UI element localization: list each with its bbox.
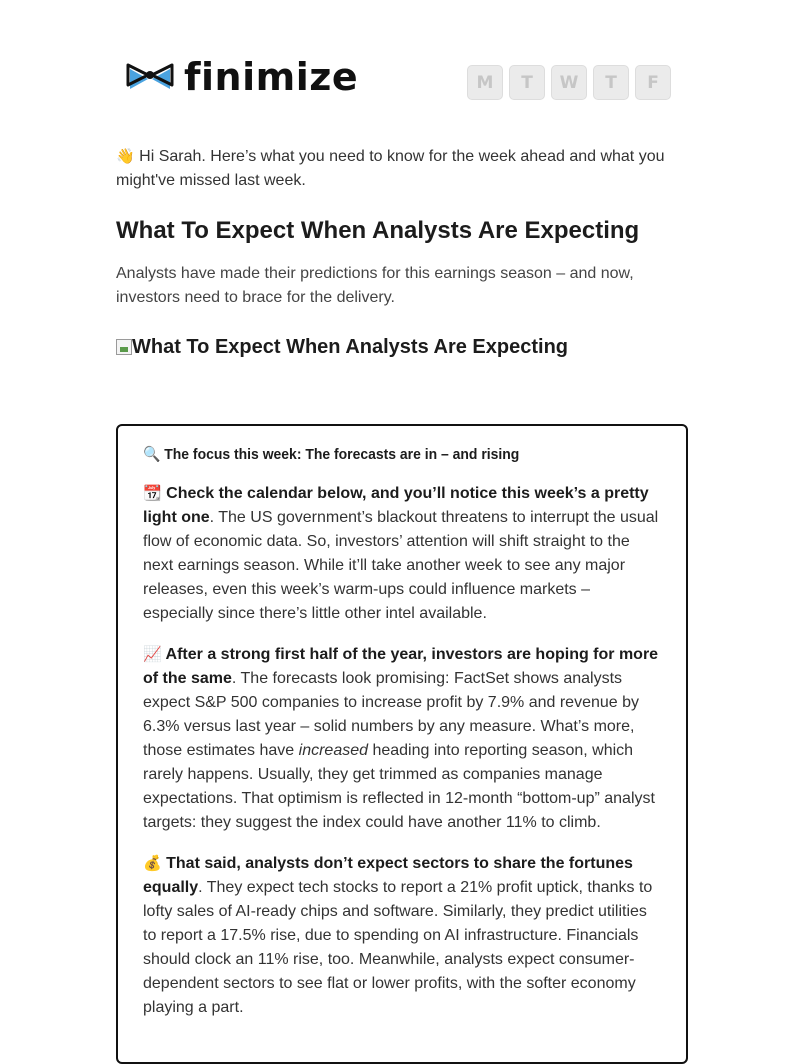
day-monday[interactable]: M — [467, 65, 503, 100]
calendar-icon: 📆 — [143, 484, 162, 502]
greeting — [116, 144, 688, 193]
paragraph-body: . The US government’s blackout threatens to interrupt the usual flow of economic data. So, investors’ attention will shift straight to the next earnings season. While it’ll take another week to see any major releases, even this week’s warm-ups could influence markets – especially since there’s little other intel available. — [143, 509, 659, 622]
brand-name: finimize — [184, 55, 359, 99]
article-image[interactable] — [116, 334, 568, 360]
day-wednesday[interactable]: W — [551, 65, 587, 100]
paragraph-lead: After a strong first half of the year, investors are hoping for more of the same — [143, 646, 659, 687]
focus-heading — [143, 442, 625, 467]
waving-hand-icon: 👋 — [116, 147, 135, 165]
paragraph-sectors — [143, 851, 661, 1020]
day-tuesday[interactable]: T — [509, 65, 545, 100]
brand-logo[interactable] — [126, 55, 359, 99]
greeting-text: Hi Sarah. Here’s what you need to know for the week ahead and what you might've missed last week. — [116, 148, 665, 189]
magnifier-icon: 🔍 — [143, 445, 161, 463]
paragraph-body: . They expect tech stocks to report a 21% profit uptick, thanks to lofty sales of AI-ready chips and software. Similarly, they predict utilities to report a 17.5% rise, due to spending on AI infrastructure. Financials should clock an 11% rise, too. Meanwhile, analysts expect consumer-dependent sectors to see flat or lower profits, with the softer economy playing a part. — [143, 879, 653, 1016]
finimize-logo-icon — [126, 59, 174, 95]
paragraph-calendar — [143, 481, 661, 626]
day-thursday[interactable]: T — [593, 65, 629, 100]
paragraph-emphasis: increased — [298, 742, 369, 759]
broken-image-icon — [116, 339, 132, 355]
paragraph-lead: That said, analysts don’t expect sectors to share the fortunes equally — [143, 855, 633, 896]
day-friday[interactable]: F — [635, 65, 671, 100]
paragraph-forecasts — [143, 642, 661, 835]
weekday-selector — [467, 65, 671, 100]
paragraph-body: . The forecasts look promising: FactSet shows analysts expect S&P 500 companies to increase profit by 7.9% and revenue by 6.3% versus last year – solid numbers by any measure. What’s more, those estimates have — [143, 670, 640, 759]
money-bag-icon: 💰 — [143, 854, 162, 872]
paragraph-body: heading into reporting season, which rarely happens. Usually, they get trimmed as companies manage expectations. That optimism is reflected in 12-month “bottom-up” analyst targets: they suggest the index could have another 11% to climb. — [143, 742, 655, 831]
article-image-alt-text: What To Expect When Analysts Are Expecting — [132, 336, 568, 358]
newsletter — [116, 0, 688, 1016]
paragraph-lead: Check the calendar below, and you’ll notice this week’s a pretty light one — [143, 485, 649, 526]
article-subtitle: Analysts have made their predictions for this earnings season – and now, investors need to brace for the delivery. — [116, 265, 634, 306]
focus-heading-text: The focus this week: The forecasts are in – and rising — [160, 446, 520, 463]
header — [116, 0, 688, 120]
chart-increasing-icon: 📈 — [143, 645, 162, 663]
focus-box — [116, 424, 688, 1064]
article-title[interactable]: What To Expect When Analysts Are Expecting — [116, 217, 640, 244]
